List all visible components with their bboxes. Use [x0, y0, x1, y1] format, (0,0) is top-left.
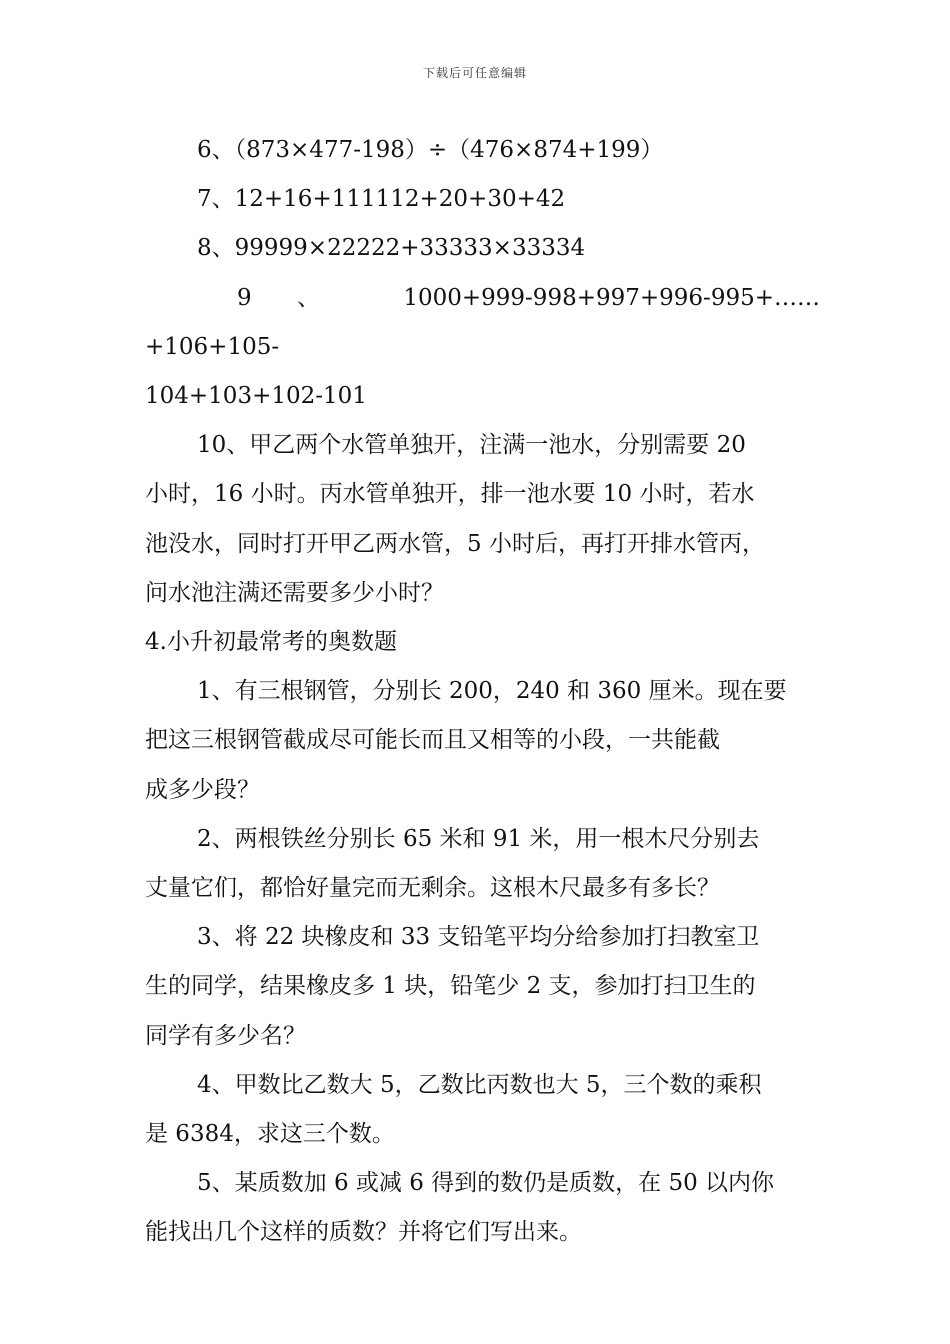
document-body	[145, 126, 820, 1258]
question-4-line-1: 4、甲数比乙数大 5，乙数比丙数也大 5，三个数的乘积	[197, 1071, 762, 1098]
question-2-line-2: 丈量它们，都恰好量完而无剩余。这根木尺最多有多长？	[145, 875, 720, 902]
question-3-line-3: 同学有多少名？	[145, 1022, 306, 1049]
question-2-line-1: 2、两根铁丝分别长 65 米和 91 米，用一根木尺分别去	[197, 825, 760, 852]
problem-10-line-4: 问水池注满还需要多少小时？	[145, 579, 444, 606]
problem-10-line-1: 10、甲乙两个水管单独开，注满一池水，分别需要 20	[197, 432, 746, 459]
question-4-line-2: 是 6384，求这三个数。	[145, 1121, 395, 1148]
problem-7: 7、12+16+111112+20+30+42	[197, 186, 566, 213]
problem-6: 6、（873×477-198）÷（476×874+199）	[197, 137, 664, 163]
question-5-line-2: 能找出几个这样的质数？并将它们写出来。	[145, 1219, 582, 1246]
problem-10-line-2: 小时，16 小时。丙水管单独开，排一池水要 10 小时，若水	[145, 481, 755, 508]
problem-8: 8、99999×22222+33333×33334	[197, 235, 586, 262]
section-heading: 4.小升初最常考的奥数题	[145, 629, 397, 656]
problem-10-line-3: 池没水，同时打开甲乙两水管，5 小时后，再打开排水管丙，	[145, 530, 765, 557]
problem-9-line-2: 104+103+102-101	[145, 383, 367, 410]
question-1-line-3: 成多少段？	[145, 776, 260, 803]
question-3-line-1: 3、将 22 块橡皮和 33 支铅笔平均分给参加打扫教室卫	[197, 924, 760, 951]
question-1-line-2: 把这三根钢管截成尽可能长而且又相等的小段，一共能截	[145, 727, 720, 754]
page-header: 下载后可任意编辑	[422, 66, 527, 80]
problem-9-line-1: 9 、 1000+999-998+997+996-995+……+106+105-	[145, 284, 820, 360]
question-5-line-1: 5、某质数加 6 或减 6 得到的数仍是质数，在 50 以内你	[197, 1170, 775, 1197]
question-1-line-1: 1、有三根钢管，分别长 200，240 和 360 厘米。现在要	[197, 678, 787, 705]
question-3-line-2: 生的同学，结果橡皮多 1 块，铅笔少 2 支，参加打扫卫生的	[145, 973, 756, 1000]
